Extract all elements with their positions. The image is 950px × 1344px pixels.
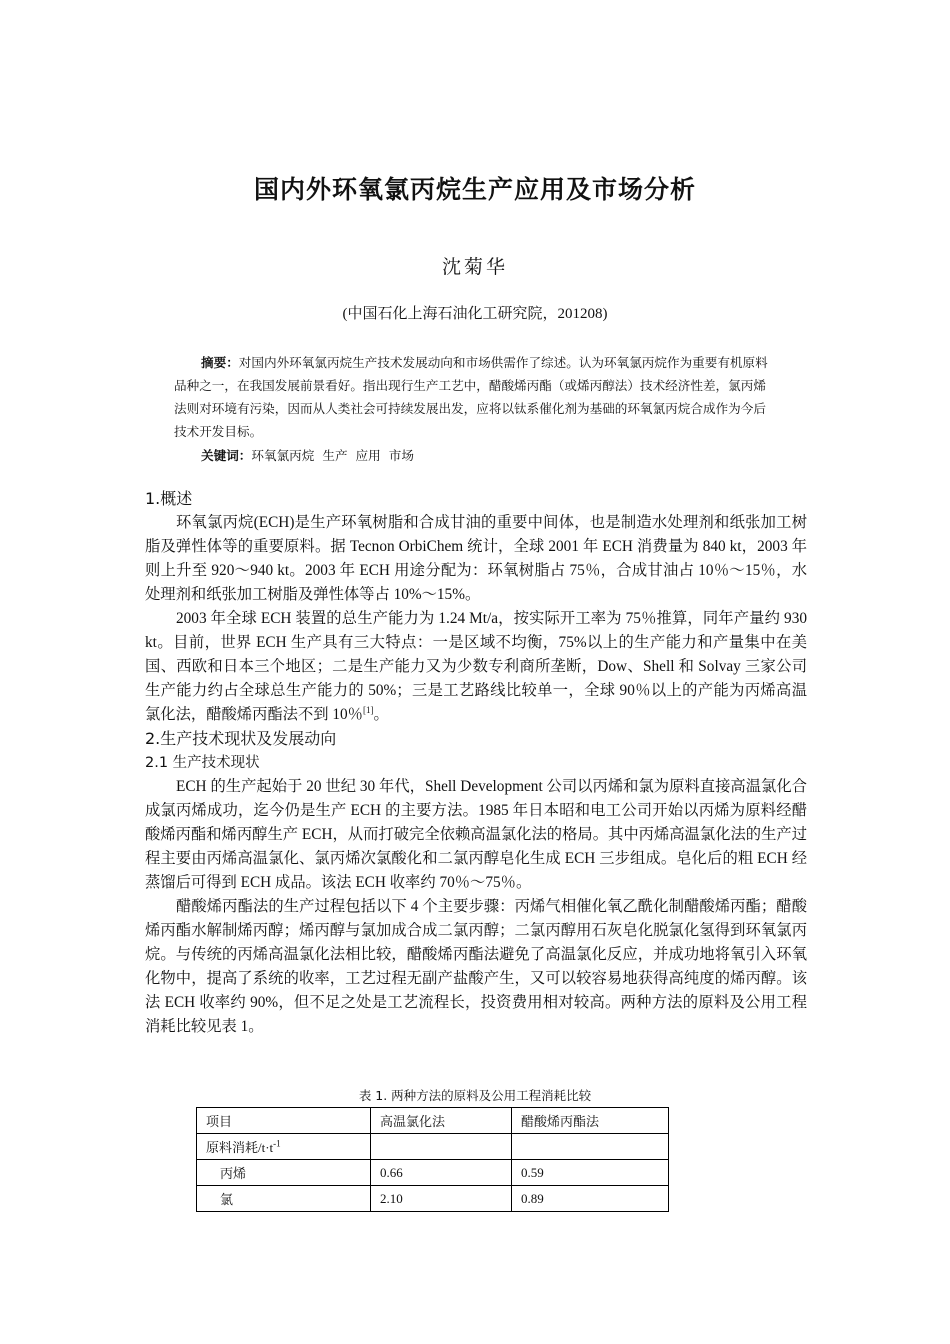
table-row [197,1186,669,1212]
table-cell: 2.10 [371,1186,512,1212]
table-group-unit-exponent: -1 [273,1138,281,1149]
table-row [197,1134,669,1160]
overview-paragraph-2-end: 。 [373,706,389,723]
table-header-cell: 项目 [197,1108,371,1134]
table-cell [512,1134,669,1160]
table-row [197,1160,669,1186]
comparison-table [196,1107,669,1212]
citation-ref: [1] [362,704,374,715]
table-header-cell: 醋酸烯丙酯法 [512,1108,669,1134]
table-header-cell: 高温氯化法 [371,1108,512,1134]
abstract-paragraph [174,351,778,443]
table-cell: 0.66 [371,1160,512,1186]
table-caption: 表 1. 两种方法的原料及公用工程消耗比较 [358,1088,592,1103]
body-text [145,487,807,1039]
keywords-text: 环氧氯丙烷 生产 应用 市场 [251,448,414,463]
table-cell [371,1134,512,1160]
overview-paragraph-2 [145,607,807,727]
abstract-block [174,351,778,467]
paper-title: 国内外环氧氯丙烷生产应用及市场分析 [253,175,696,204]
section-heading-technology: 2.生产技术现状及发展动向 [145,729,337,748]
technology-paragraph-2: 醋酸烯丙酯法的生产过程包括以下 4 个主要步骤：丙烯气相催化氧乙酰化制醋酸烯丙酯；醋酸烯丙酯水解制烯丙醇；烯丙醇与氯加成合成二氯丙醇；二氯丙醇用石灰皂化脱氯化氢得到环氧氯丙烷。与传统的丙烯高温氯化法相比较，醋酸烯丙酯法避免了高温氯化反应，并成功地将氧引入环氧化物中，提高了系统的收率，工艺过程无副产盐酸产生，又可以较容易地获得高纯度的烯丙醇。该法 ECH 收率约 90%，但不足之处是工艺流程长，投资费用相对较高。两种方法的原料及公用工程消耗比较见表 1。 [145,898,807,1035]
table-group-label: 原料消耗/t·t [206,1140,274,1155]
table-cell: 氯 [197,1186,371,1212]
keywords-line [174,444,778,467]
table-header-row [197,1108,669,1134]
subsection-heading-status: 2.1 生产技术现状 [145,755,260,771]
section-heading-overview: 1.概述 [145,489,193,508]
keywords-label: 关键词： [201,448,252,463]
table-cell: 0.89 [512,1186,669,1212]
table-group-cell [197,1134,371,1160]
table-cell: 丙烯 [197,1160,371,1186]
table-cell: 0.59 [512,1160,669,1186]
affiliation: (中国石化上海石油化工研究院，201208) [342,306,608,322]
abstract-label: 摘要： [201,355,239,370]
overview-paragraph-1: 环氧氯丙烷(ECH)是生产环氧树脂和合成甘油的重要中间体，也是制造水处理剂和纸张加工树脂及弹性体等的重要原料。据 Tecnon OrbiChem 统计，全球 2001 年 ECH 消费量为 840 kt，2003 年则上升至 920～940 kt。2003 年 ECH 用途分配为：环氧树脂占 75％，合成甘油占 10％～15％，水处理剂和纸张加工树脂及弹性体等占 10%～15%。 [145,514,807,603]
abstract-text: 对国内外环氧氯丙烷生产技术发展动向和市场供需作了综述。认为环氧氯丙烷作为重要有机原料品种之一，在我国发展前景看好。指出现行生产工艺中，醋酸烯丙酯（或烯丙醇法）技术经济性差，氯丙烯法则对环境有污染，因而从人类社会可持续发展出发，应将以钛系催化剂为基础的环氧氯丙烷合成作为今后技术开发目标。 [174,355,768,439]
author-name: 沈菊华 [441,256,508,278]
overview-paragraph-2-text: 2003 年全球 ECH 装置的总生产能力为 1.24 Mt/a，按实际开工率为 75％推算，同年产量约 930 kt。目前，世界 ECH 生产具有三大特点：一是区域不均衡，75%以上的生产能力和产量集中在美国、西欧和日本三个地区；二是生产能力又为少数专利商所垄断，Dow、Shell 和 Solvay 三家公司生产能力约占全球总生产能力的 50%；三是工艺路线比较单一，全球 90％以上的产能为丙烯高温氯化法，醋酸烯丙酯法不到 10％ [145,610,807,723]
technology-paragraph-1: ECH 的生产起始于 20 世纪 30 年代，Shell Development 公司以丙烯和氯为原料直接高温氯化合成氯丙烯成功，迄今仍是生产 ECH 的主要方法。1985 年日本昭和电工公司开始以丙烯为原料经醋酸烯丙酯和烯丙醇生产 ECH，从而打破完全依赖高温氯化法的格局。其中丙烯高温氯化法的生产过程主要由丙烯高温氯化、氯丙烯次氯酸化和二氯丙醇皂化生成 ECH 三步组成。皂化后的粗 ECH 经蒸馏后可得到 ECH 成品。该法 ECH 收率约 70％～75％。 [145,778,807,891]
